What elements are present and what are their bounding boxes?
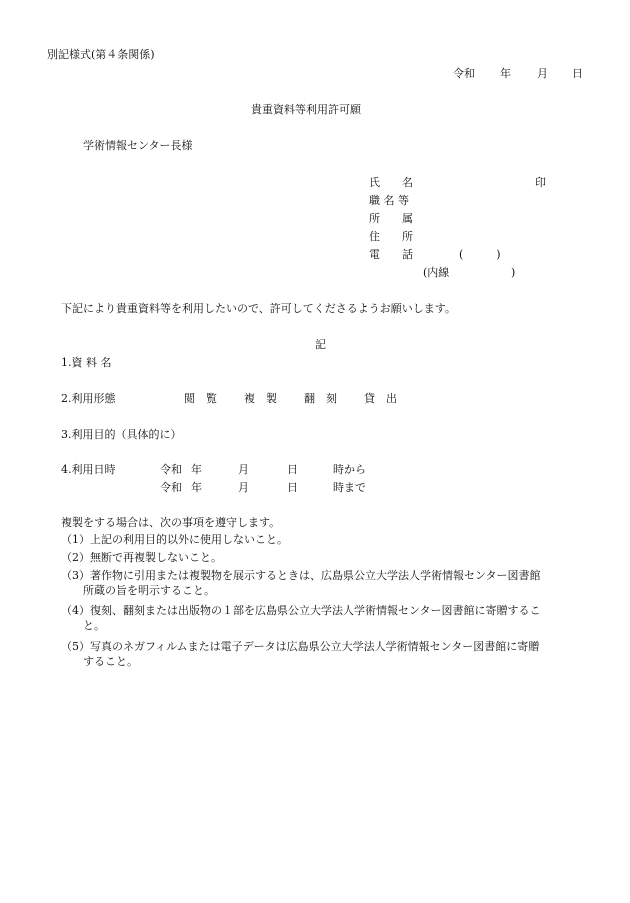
request-statement: 下記により貴重資料等を利用したいので、許可してくださるようお願いします。 <box>61 302 456 315</box>
field-mode-label: 2.利用形態 <box>61 392 116 405</box>
to-era: 令和 <box>160 481 182 494</box>
document-title: 貴重資料等利用許可願 <box>251 103 361 116</box>
rule-number: （2） <box>61 551 90 564</box>
rule-item-4 <box>61 604 601 634</box>
rule-text: 著作物に引用または複製物を展示するときは、広島県公立大学法人学術情報センター図書館 <box>90 569 541 582</box>
seal-mark: 印 <box>535 176 546 189</box>
rule-number: （3） <box>61 569 90 582</box>
form-label: 別記様式(第４条関係) <box>47 48 155 61</box>
extension-close: ) <box>511 266 516 279</box>
rule-number: （4） <box>61 604 90 617</box>
rule-text-continued: 所蔵の旨を明示すること。 <box>83 583 215 597</box>
ki-heading: 記 <box>315 338 326 351</box>
extension-open: (内線 <box>423 266 450 279</box>
rule-item-1 <box>61 533 601 548</box>
date-year: 年 <box>500 67 511 80</box>
applicant-position-label: 職 名 等 <box>369 194 409 207</box>
date-month: 月 <box>537 67 548 80</box>
from-month: 月 <box>238 463 249 476</box>
rule-text-continued: すること。 <box>83 654 138 668</box>
date-era: 令和 <box>453 67 475 80</box>
rule-item-5 <box>61 640 601 670</box>
rule-text: 無断で再複製しないこと。 <box>90 551 222 564</box>
applicant-phone-label: 電 話 <box>369 248 413 261</box>
mode-option-lend: 貸 出 <box>364 392 397 405</box>
date-day: 日 <box>572 67 583 80</box>
applicant-affiliation-label: 所 属 <box>369 212 413 225</box>
from-year: 年 <box>191 463 202 476</box>
phone-area-code-paren: ( ) <box>459 248 501 261</box>
field-material-label: 1.資 料 名 <box>61 356 112 369</box>
field-purpose-label: 3.利用目的（具体的に） <box>61 428 182 441</box>
from-suffix: 時から <box>333 463 366 476</box>
rules-intro: 複製をする場合は、次の事項を遵守します。 <box>61 516 281 529</box>
from-era: 令和 <box>160 463 182 476</box>
to-month: 月 <box>238 481 249 494</box>
rule-text-continued: と。 <box>83 618 105 632</box>
from-day: 日 <box>287 463 298 476</box>
rule-text: 写真のネガフィルムまたは電子データは広島県公立大学法人学術情報センター図書館に寄贈 <box>90 640 540 653</box>
to-year: 年 <box>191 481 202 494</box>
rule-item-2 <box>61 551 601 566</box>
rule-number: （1） <box>61 533 90 546</box>
rule-text: 上記の利用目的以外に使用しないこと。 <box>90 533 288 546</box>
field-datetime-label: 4.利用日時 <box>61 463 116 476</box>
mode-option-transcribe: 翻 刻 <box>304 392 337 405</box>
to-suffix: 時まで <box>333 481 366 494</box>
mode-option-view: 閲 覧 <box>184 392 217 405</box>
applicant-name-label: 氏 名 <box>369 176 413 189</box>
addressee: 学術情報センター長様 <box>83 139 193 152</box>
to-day: 日 <box>287 481 298 494</box>
rule-number: （5） <box>61 640 90 653</box>
mode-option-copy: 複 製 <box>244 392 277 405</box>
applicant-address-label: 住 所 <box>369 230 413 243</box>
rule-text: 復刻、翻刻または出版物の１部を広島県公立大学法人学術情報センター図書館に寄贈するこ <box>90 604 541 617</box>
rule-item-3 <box>61 569 601 599</box>
